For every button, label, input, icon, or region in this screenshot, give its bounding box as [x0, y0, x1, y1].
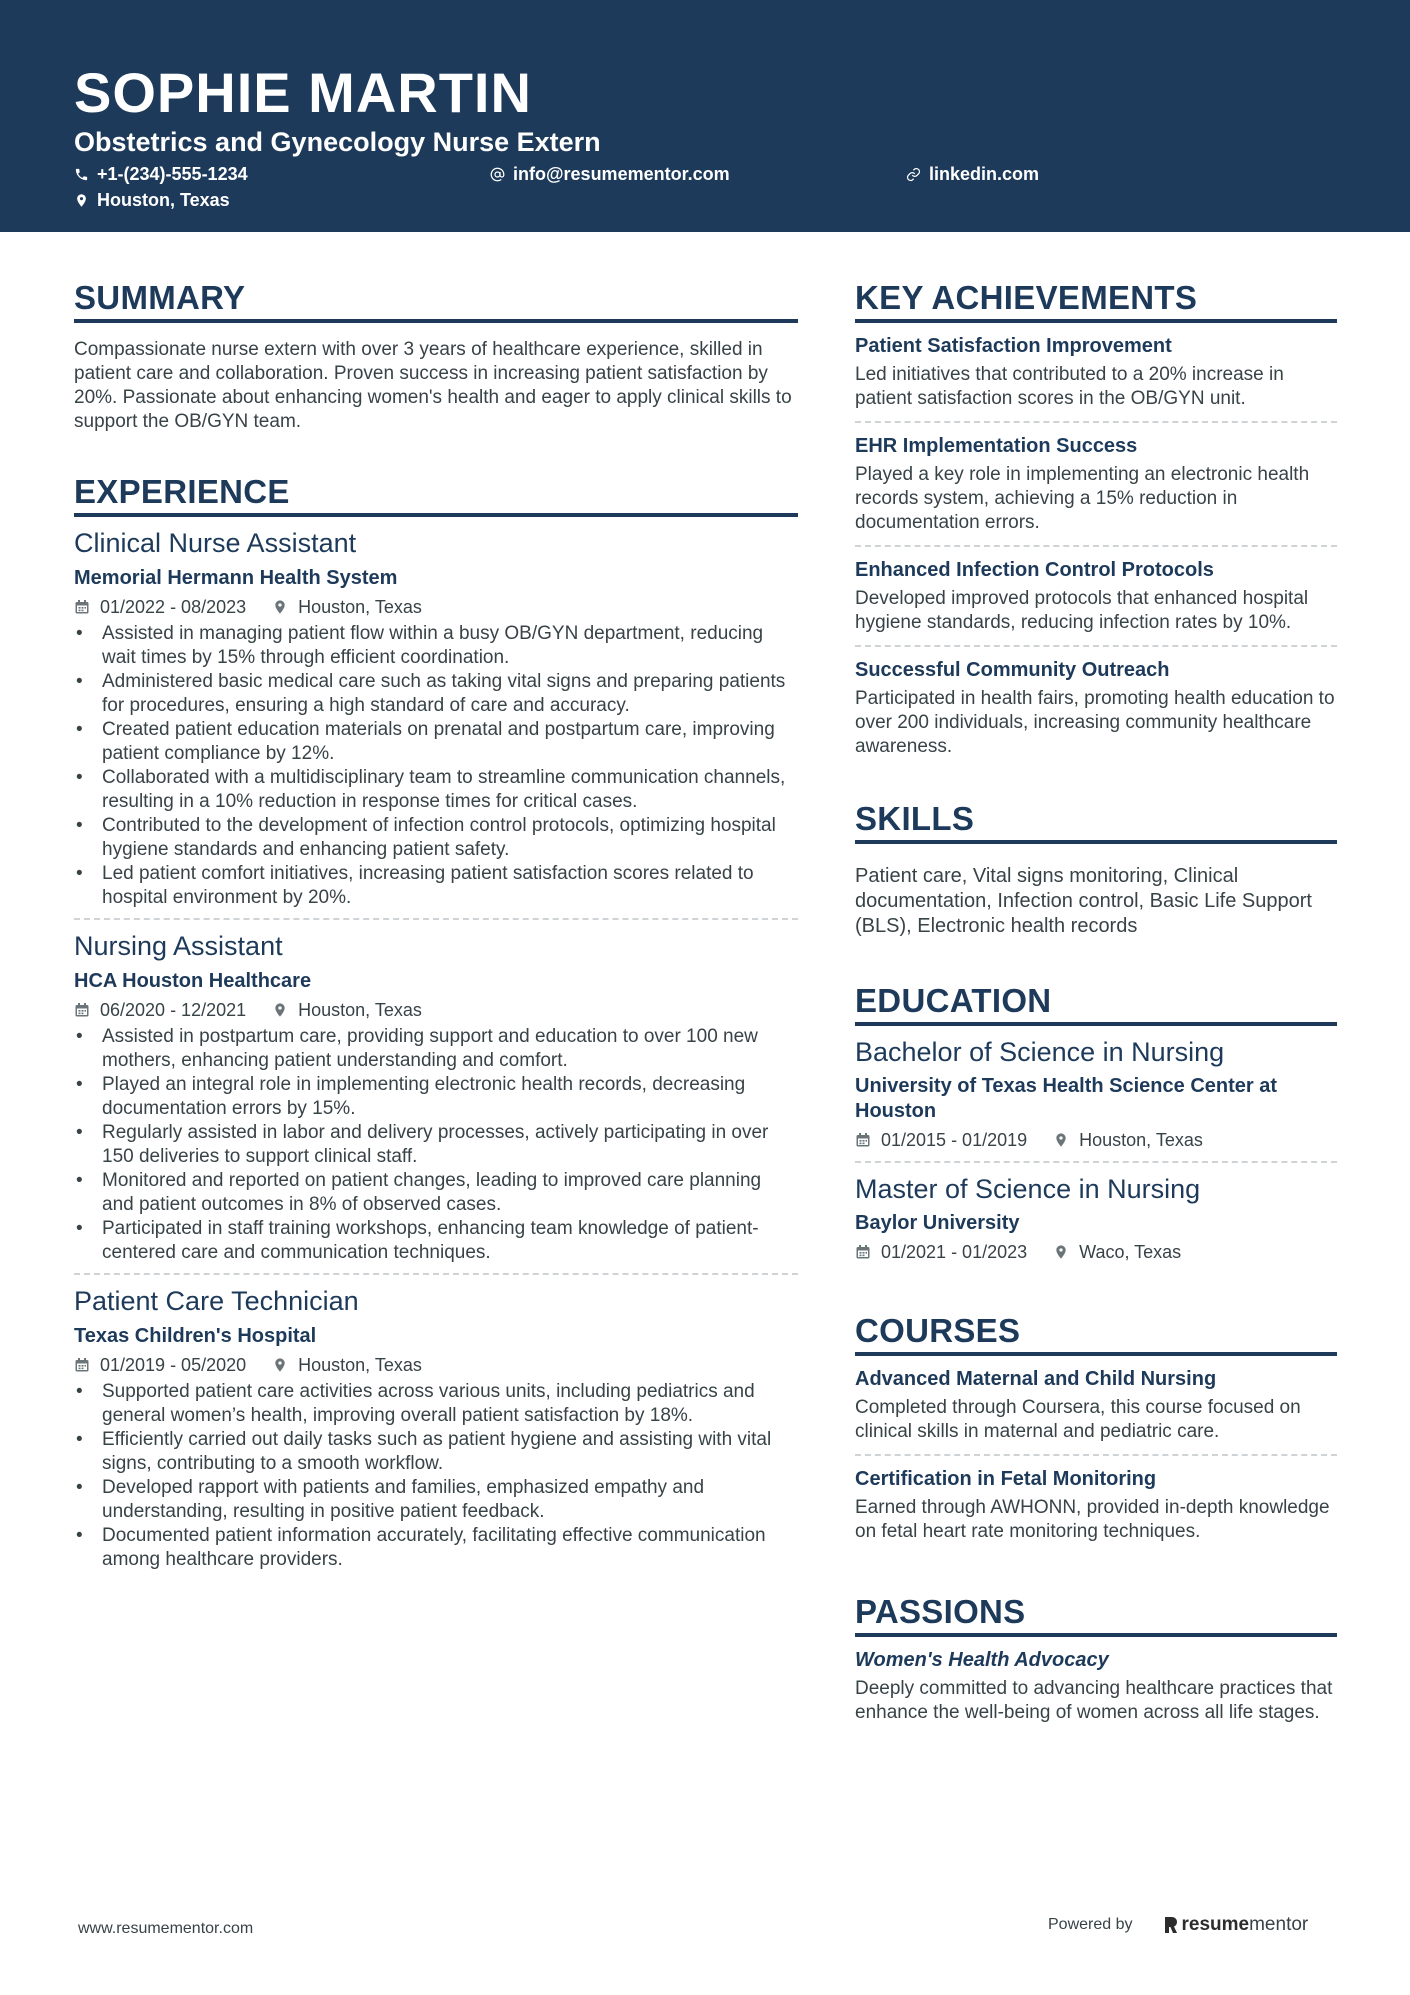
- bullet-item: • Contributed to the development of infection control protocols, optimizing hospital hygiene standards and enhancing patient safety.: [74, 814, 798, 862]
- bullet-item: • Administered basic medical care such as taking vital signs and preparing patients for procedures, ensuring a high standard of care and accuracy.: [74, 670, 798, 718]
- passions-section: [855, 1592, 1337, 1735]
- right-column: [855, 278, 1337, 1735]
- resumementor-logo[interactable]: [1163, 1914, 1309, 1936]
- section-heading: EXPERIENCE: [74, 472, 798, 517]
- edu-meta: [855, 1129, 1337, 1151]
- edu-location: Waco, Texas: [1079, 1242, 1182, 1262]
- section-heading: EDUCATION: [855, 981, 1337, 1026]
- education-item: [855, 1026, 1337, 1163]
- achievement-title: Successful Community Outreach: [855, 659, 1170, 681]
- achievement-item: [855, 323, 1337, 423]
- achievements-section: [855, 278, 1337, 769]
- achievement-text: Developed improved protocols that enhanced hospital hygiene standards, reducing infection rates by 10%.: [855, 588, 1309, 633]
- edu-degree: Master of Science in Nursing: [855, 1174, 1201, 1204]
- calendar-icon: [74, 599, 90, 615]
- edu-dates: 01/2015 - 01/2019: [881, 1130, 1028, 1150]
- achievement-text: Participated in health fairs, promoting health education to over 200 individuals, increasing community healthcare awareness.: [855, 688, 1335, 757]
- phone-text: +1-(234)-555-1234: [97, 164, 248, 184]
- summary-text: Compassionate nurse extern with over 3 years of healthcare experience, skilled in patient care and collaboration. Proven success in increasing patient satisfaction by 20%. Passionate about enhancing women's health and eager to apply clinical skills to support the OB/GYN team.: [74, 339, 792, 432]
- footer-website-link[interactable]: www.resumementor.com: [78, 1920, 254, 1937]
- job-entry: [74, 930, 798, 1275]
- passion-text: Deeply committed to advancing healthcare practices that enhance the well-being of women across all life stages.: [855, 1678, 1333, 1723]
- skills-section: [855, 799, 1337, 939]
- edu-school: University of Texas Health Science Center at Houston: [855, 1075, 1278, 1122]
- job-dates: 01/2019 - 05/2020: [100, 1355, 247, 1375]
- job-dates: 01/2022 - 08/2023: [100, 597, 247, 617]
- link-icon: [906, 167, 921, 182]
- left-column: [74, 278, 798, 1580]
- job-bullets: [74, 1025, 798, 1265]
- job-entry: [74, 527, 798, 920]
- course-title: Advanced Maternal and Child Nursing: [855, 1368, 1217, 1390]
- edu-location: Houston, Texas: [1079, 1130, 1203, 1150]
- course-text: Completed through Coursera, this course focused on clinical skills in maternal and pediatric care.: [855, 1397, 1301, 1442]
- bullet-item: • Regularly assisted in labor and delivery processes, actively participating in over 150 deliveries to support clinical staff.: [74, 1121, 798, 1169]
- experience-section: [74, 472, 798, 1580]
- achievement-title: Patient Satisfaction Improvement: [855, 335, 1172, 357]
- calendar-icon: [855, 1132, 871, 1148]
- section-heading: PASSIONS: [855, 1592, 1337, 1637]
- job-location: Houston, Texas: [298, 597, 422, 617]
- contact-phone[interactable]: [74, 163, 248, 185]
- map-pin-icon: [1053, 1132, 1069, 1148]
- job-entry: [74, 1285, 798, 1580]
- achievement-text: Led initiatives that contributed to a 20% increase in patient satisfaction scores in the OB/GYN unit.: [855, 364, 1284, 409]
- job-meta: [74, 1354, 798, 1376]
- contact-email[interactable]: [490, 163, 730, 185]
- bullet-item: • Supported patient care activities across various units, including pediatrics and general women’s health, improving overall patient satisfaction by 18%.: [74, 1380, 798, 1428]
- section-heading: COURSES: [855, 1311, 1337, 1356]
- job-role: Nursing Assistant: [74, 931, 283, 961]
- bullet-item: • Participated in staff training workshops, enhancing team knowledge of patient-centered care and communication techniques.: [74, 1217, 798, 1265]
- bullet-item: • Developed rapport with patients and families, emphasized empathy and understanding, resulting in positive patient feedback.: [74, 1476, 798, 1524]
- achievement-title: Enhanced Infection Control Protocols: [855, 559, 1214, 581]
- bullet-item: • Collaborated with a multidisciplinary team to streamline communication channels, resulting in a 10% reduction in response times for critical cases.: [74, 766, 798, 814]
- edu-degree: Bachelor of Science in Nursing: [855, 1037, 1225, 1067]
- skills-text: Patient care, Vital signs monitoring, Clinical documentation, Infection control, Basic Life Support (BLS), Electronic health records: [855, 865, 1312, 937]
- course-item: [855, 1356, 1337, 1456]
- contact-location: [74, 189, 230, 211]
- section-heading: SKILLS: [855, 799, 1337, 844]
- email-text: info@resumementor.com: [513, 164, 730, 184]
- achievement-item: [855, 547, 1337, 647]
- map-pin-icon: [1053, 1244, 1069, 1260]
- powered-by-label: Powered by: [1048, 1916, 1133, 1933]
- phone-icon: [74, 167, 89, 182]
- contact-linkedin[interactable]: [906, 163, 1039, 185]
- job-bullets: [74, 1380, 798, 1572]
- logo-text-bold: resume: [1181, 1914, 1250, 1935]
- calendar-icon: [74, 1357, 90, 1373]
- achievement-item: [855, 423, 1337, 547]
- resumementor-logo-icon: [1163, 1915, 1179, 1935]
- calendar-icon: [855, 1244, 871, 1260]
- achievement-item: [855, 647, 1337, 769]
- achievement-text: Played a key role in implementing an electronic health records system, achieving a 15% reduction in documentation errors.: [855, 464, 1310, 533]
- job-meta: [74, 596, 798, 618]
- job-company: HCA Houston Healthcare: [74, 970, 312, 992]
- linkedin-text: linkedin.com: [929, 164, 1040, 184]
- bullet-item: • Played an integral role in implementing electronic health records, decreasing documentation errors by 15%.: [74, 1073, 798, 1121]
- courses-section: [855, 1311, 1337, 1554]
- calendar-icon: [74, 1002, 90, 1018]
- bullet-item: • Efficiently carried out daily tasks such as patient hygiene and assisting with vital signs, contributing to a smooth workflow.: [74, 1428, 798, 1476]
- job-company: Texas Children's Hospital: [74, 1325, 317, 1347]
- bullet-item: • Created patient education materials on prenatal and postpartum care, improving patient compliance by 12%.: [74, 718, 798, 766]
- candidate-name: SOPHIE MARTIN: [74, 61, 532, 124]
- edu-meta: [855, 1241, 1337, 1263]
- job-dates: 06/2020 - 12/2021: [100, 1000, 247, 1020]
- map-pin-icon: [272, 1357, 288, 1373]
- bullet-item: • Documented patient information accurately, facilitating effective communication among healthcare providers.: [74, 1524, 798, 1572]
- summary-section: [74, 278, 798, 434]
- resume-header: [0, 0, 1410, 232]
- edu-school: Baylor University: [855, 1212, 1020, 1234]
- candidate-title: Obstetrics and Gynecology Nurse Extern: [74, 127, 601, 157]
- passion-item: [855, 1637, 1337, 1735]
- education-section: [855, 981, 1337, 1273]
- passion-title: Women's Health Advocacy: [855, 1649, 1109, 1671]
- map-pin-icon: [272, 599, 288, 615]
- map-pin-icon: [74, 193, 89, 208]
- at-sign-icon: [490, 167, 505, 182]
- bullet-item: • Monitored and reported on patient changes, leading to improved care planning and patient outcomes in 8% of observed cases.: [74, 1169, 798, 1217]
- bullet-item: • Assisted in managing patient flow within a busy OB/GYN department, reducing wait times by 15% through efficient coordination.: [74, 622, 798, 670]
- edu-dates: 01/2021 - 01/2023: [881, 1242, 1028, 1262]
- logo-text-light: mentor: [1249, 1914, 1309, 1935]
- map-pin-icon: [272, 1002, 288, 1018]
- job-location: Houston, Texas: [298, 1000, 422, 1020]
- job-meta: [74, 999, 798, 1021]
- job-bullets: [74, 622, 798, 910]
- course-title: Certification in Fetal Monitoring: [855, 1468, 1157, 1490]
- job-role: Clinical Nurse Assistant: [74, 528, 357, 558]
- course-text: Earned through AWHONN, provided in-depth knowledge on fetal heart rate monitoring techniques.: [855, 1497, 1330, 1542]
- section-heading: SUMMARY: [74, 278, 798, 323]
- course-item: [855, 1456, 1337, 1554]
- job-role: Patient Care Technician: [74, 1286, 359, 1316]
- job-location: Houston, Texas: [298, 1355, 422, 1375]
- bullet-item: • Assisted in postpartum care, providing support and education to over 100 new mothers, enhancing patient understanding and comfort.: [74, 1025, 798, 1073]
- education-item: [855, 1163, 1337, 1273]
- section-heading: KEY ACHIEVEMENTS: [855, 278, 1337, 323]
- job-company: Memorial Hermann Health System: [74, 567, 398, 589]
- location-text: Houston, Texas: [97, 190, 230, 210]
- footer-branding: [1048, 1914, 1308, 1936]
- bullet-item: • Led patient comfort initiatives, increasing patient satisfaction scores related to hospital environment by 20%.: [74, 862, 798, 910]
- achievement-title: EHR Implementation Success: [855, 435, 1138, 457]
